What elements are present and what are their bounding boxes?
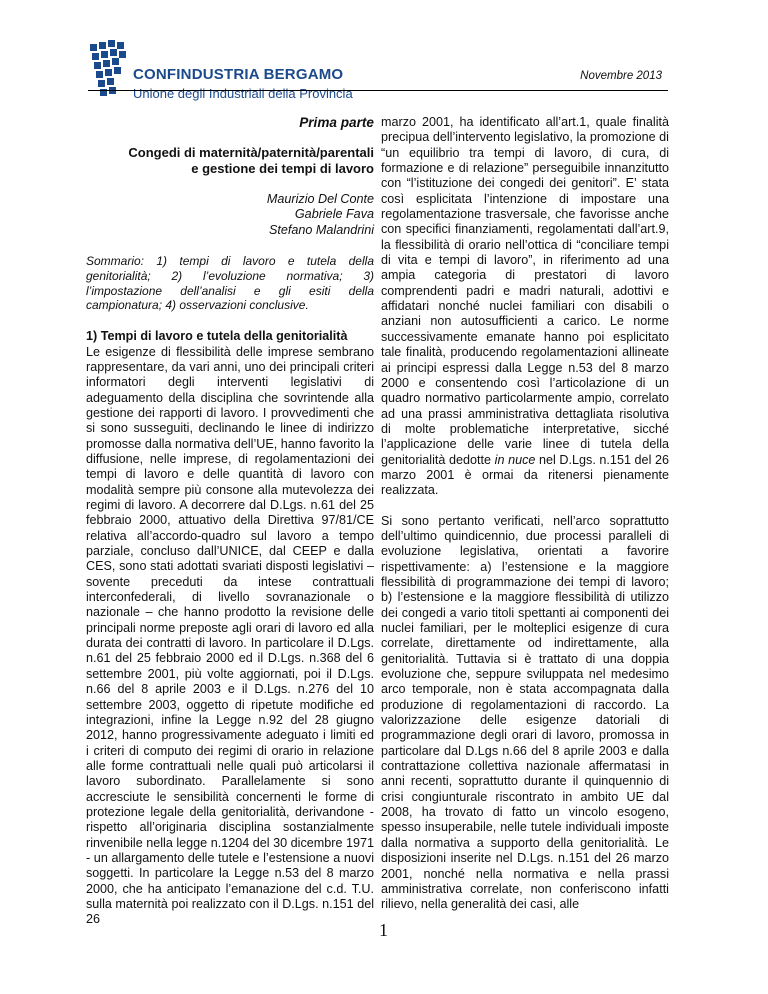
part-label: Prima parte (299, 115, 374, 130)
author: Stefano Malandrini (268, 222, 374, 237)
document-date: Novembre 2013 (580, 70, 662, 82)
title-line-1: Congedi di maternità/paternità/parentali (128, 145, 374, 161)
body-paragraph: Le esigenze di flessibilità delle imprese sembrano rappresentare, da vari anni, uno dei principali criteri informatori degli interventi legislativi di adeguamento della disciplina che sovrintende alla gestione dei rapporti di lavoro. I provvedimenti che si sono susseguiti, declinando le linee di indirizzo promosse dalla normativa dell’UE, hanno favorito la diffusione, nelle imprese, di regolamentazioni dei tempi di lavoro e delle quantità di lavoro con modalità sempre più consone alla mutevolezza dei regimi di lavoro. A decorrere dal D.Lgs. n.61 del 25 febbraio 2000, attuativo della Direttiva 97/81/CE relativa all’accordo-quadro sul lavoro a tempo parziale, concluso dall’UNICE, dal CEEP e dalla CES, sono stati adottati svariati disposti legislativi – sovente preceduti da intese contrattuali interconfederali, di livello sovranazionale o nazionale – che hanno prodotto la revisione delle principali norme preposte agli orari di lavoro ed alla durata dei contratti di lavoro. In particolare il D.Lgs. n.61 del 25 febbraio 2000 ed il D.Lgs. n.368 del 6 settembre 2001, più volte aggiornati, poi il D.Lgs. n.66 del 8 aprile 2003 e il D.Lgs. n.276 del 10 settembre 2003, oggetto di ripetute modifiche ed integrazioni, infine la Legge n.92 del 28 giugno 2012, hanno progressivamente adeguato i limiti ed i criteri di computo dei regimi di orario in relazione alle forme contrattuali nelle quali può articolarsi il lavoro subordinato. Parallelamente si sono accresciute le sensibilità concernenti le forme di protezione legale della genitorialità, derivandone - rispetto all’originaria disciplina sostanzialmente rinvenibile nella legge n.1204 del 30 dicembre 1971 - un allargamento delle tutele e l’estensione a nuovi soggetti. In particolare la Legge n.53 del 8 marzo 2000, che ha anticipato l’emanazione del c.d. T.U. sulla maternità poi realizzato con il D.Lgs. n.151 del 26 (86, 344, 374, 927)
confindustria-emblem-icon (88, 38, 130, 104)
org-subtitle: Unione degli Industriali della Provincia (133, 86, 353, 101)
header-divider (88, 90, 668, 91)
text-run: marzo 2001, ha identificato all’art.1, quale finalità precipua dell’intervento legislativo, la promozione di “un equilibrio tra tempi di lavoro, di cura, di formazione e di relazione” perseguibile innanzitutto con “l’istituzione dei congedi dei genitori”. E’ stata così esplicitata l’intenzione di impostare una regolamentazione trasversale, che favorisse anche con specifici finanziamenti, regolamentati dall’art.9, la flessibilità di orario nell’ottica di “conciliare tempi di vita e tempi di lavoro”, in riferimento ad una ampia categoria di prestatori di lavoro comprendenti padri e madri naturali, adottivi e affidatari nonché nuclei familiari con disabili o anziani non autosufficienti a carico. Le norme successivamente emanate hanno poi esplicitato tale finalità, producendo regolamentazioni allineate ai principi espressi dalla Legge n.53 del 8 marzo 2000 e consentendo così l’articolazione di un quadro normativo particolarmente ampio, correlato ad una prassi amministrativa dettagliata risolutiva di molte problematiche interpretative, sicché l’applicazione delle varie linee di tutela della genitorialità dedotte (381, 115, 669, 467)
author: Gabriele Fava (294, 207, 374, 222)
page-number: 1 (379, 920, 388, 940)
body-paragraph: Si sono pertanto verificati, nell’arco soprattutto dell’ultimo quindicennio, due processi paralleli di evoluzione legislativa, orientati a favorire rispettivamente: a) l’estensione e la maggiore flessibilità di programmazione dei tempi di lavoro; b) l’estensione e la maggiore flessibilità di utilizzo dei congedi a vario titoli spettanti ai componenti dei nuclei familiari, per le molteplici esigenze di cura correlate, direttamente od indirettamente, alla genitorialità. Tuttavia si è trattato di una doppia evoluzione che, seppure sviluppata nel medesimo arco temporale, non è stata accompagnata dalla produzione di regolamentazioni di raccordo. La valorizzazione delle esigenze datoriali di programmazione degli orari di lavoro, promossa in particolare dal D.Lgs n.66 del 8 aprile 2003 e dalla contrattazione collettiva nazionale affermatasi in anni recenti, soprattutto durante il quinquennio di crisi congiunturale riscontrato in ambito UE dal 2008, ha trovato di fatto un vincolo esogeno, spesso insuperabile, nelle tutele individuali imposte dalla normativa a supporto della genitorialità. Le disposizioni inserite nel D.Lgs. n.151 del 26 marzo 2001, nonché nella normativa e nella prassi amministrativa correlate, non conferiscono infatti rilievo, nella generalità dei casi, alle (381, 513, 669, 912)
text-run: nel D.Lgs. n.151 del 26 marzo 2001 è ormai da ritenersi pienamente realizzata. (381, 452, 669, 498)
italic-run: in nuce (494, 452, 536, 467)
right-column (381, 115, 669, 913)
org-name: CONFINDUSTRIA BERGAMO (133, 66, 344, 83)
confindustria-logo (88, 38, 408, 108)
summary: Sommario: 1) tempi di lavoro e tutela della genitorialità; 2) l’evoluzione normativa; 3) l’impostazione dell’analisi e gli esiti della campionatura; 4) osservazioni conclusive. (86, 254, 374, 313)
title-line-2: e gestione dei tempi di lavoro (191, 160, 374, 176)
author: Maurizio Del Conte (266, 192, 374, 207)
section-heading: 1) Tempi di lavoro e tutela della genitorialità (86, 329, 348, 344)
authors (86, 192, 374, 238)
body-paragraph (381, 115, 669, 499)
article-title (86, 145, 374, 176)
left-column (86, 115, 374, 928)
